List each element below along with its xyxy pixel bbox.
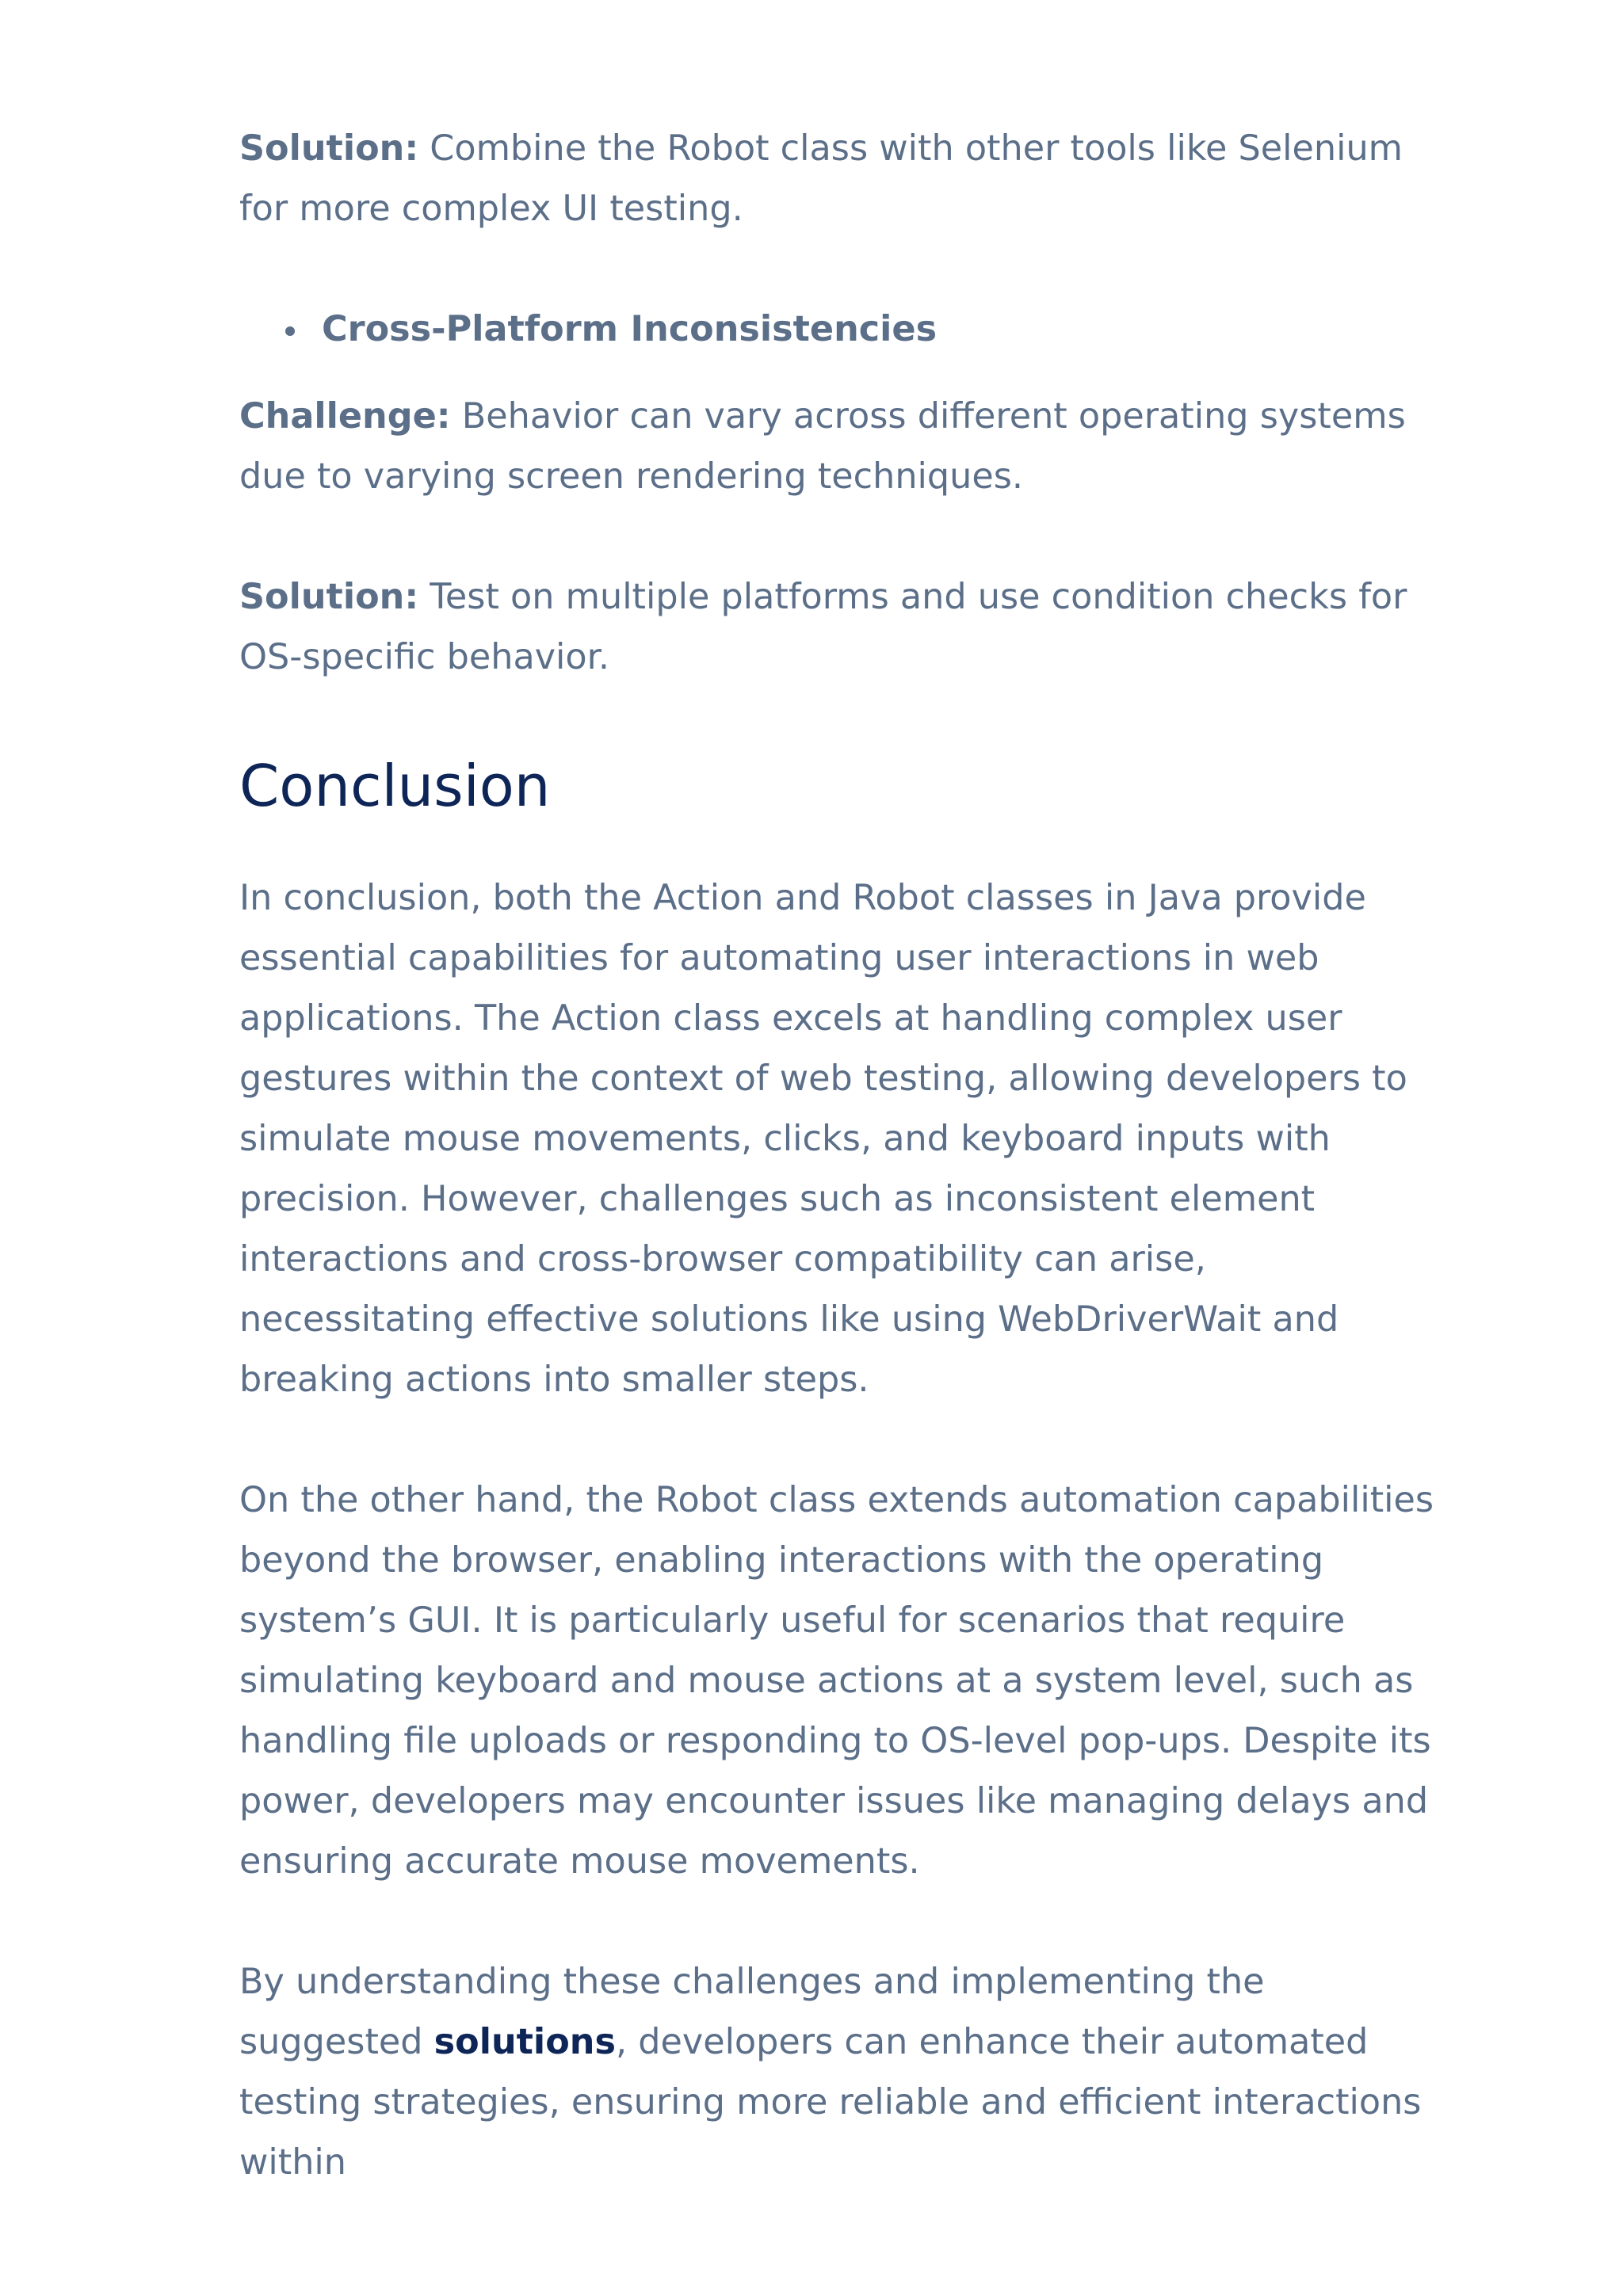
solution-text: Test on multiple platforms and use condition checks for OS-specific behavior. — [239, 577, 1407, 677]
conclusion-heading: Conclusion — [239, 753, 551, 819]
challenge-text: Behavior can vary across different operating systems due to varying screen rendering techniques. — [239, 396, 1406, 497]
bullet-icon — [285, 326, 295, 336]
paragraph-text: By understanding these challenges and implementing the suggested — [239, 1962, 1265, 2062]
list-item-cross-platform — [322, 299, 1444, 360]
list-item-label: Cross-Platform Inconsistencies — [322, 309, 938, 349]
bullet-list — [239, 299, 1444, 360]
solution-paragraph — [239, 567, 1444, 688]
paragraph-text: , developers can enhance their automated testing strategies, ensuring more reliable and efficient interactions within — [239, 2022, 1422, 2183]
solution-label: Solution: — [239, 128, 419, 169]
solution-paragraph — [239, 119, 1444, 239]
article-body — [239, 119, 1444, 2253]
challenge-label: Challenge: — [239, 396, 451, 437]
solutions-link[interactable]: solutions — [433, 2022, 616, 2062]
challenge-paragraph — [239, 387, 1444, 507]
conclusion-paragraph-3 — [239, 1952, 1444, 2193]
conclusion-paragraph-2: On the other hand, the Robot class extends automation capabilities beyond the browser, enabling interactions with the operating system’s GUI. It is particularly useful for scenarios that require simulating keyboard and mouse actions at a system level, such as handling file uploads or responding to OS-level pop-ups. Despite its power, developers may encounter issues like managing delays and ensuring accurate mouse movements. — [239, 1480, 1434, 1882]
solution-text: Combine the Robot class with other tools like Selenium for more complex UI testing. — [239, 128, 1403, 229]
conclusion-paragraph-1: In conclusion, both the Action and Robot classes in Java provide essential capabilities for automating user interactions in web applications. The Action class excels at handling complex user gestures within the context of web testing, allowing developers to simulate mouse movements, clicks, and keyboard inputs with precision. However, challenges such as inconsistent element interactions and cross-browser compatibility can arise, necessitating effective solutions like using WebDriverWait and breaking actions into smaller steps. — [239, 878, 1407, 1400]
solution-label: Solution: — [239, 577, 419, 617]
